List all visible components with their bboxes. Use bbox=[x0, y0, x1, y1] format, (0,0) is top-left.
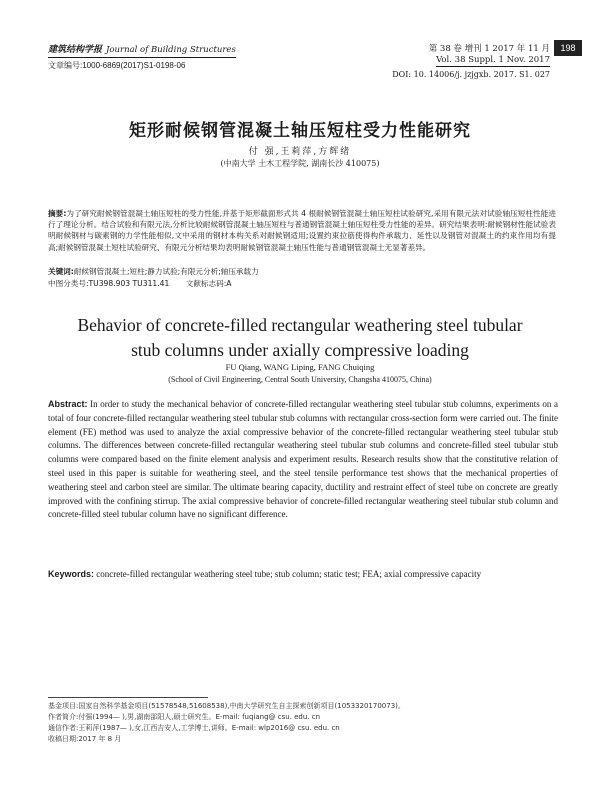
keywords-cn-label: 关键词: bbox=[48, 267, 74, 276]
article-number: 文章编号:1000-6869(2017)S1-0198-06 bbox=[48, 61, 186, 70]
footnote-corresponding: 通信作者:王莉萍(1987— ),女,江西吉安人,工学博士,讲师。E-mail: wlp2016@ csu. edu. cn bbox=[48, 724, 340, 732]
keywords-cn-text: 耐候钢管混凝土;短柱;静力试验;有限元分析;轴压承载力 bbox=[73, 267, 259, 276]
abstract-cn-text: 为了研究耐候钢管混凝土轴压短柱的受力性能,并基于矩形截面形式共 4 根耐候钢管混凝土轴压短柱试验研究,采用有限元法对试验轴压短柱性能进行了理论分析。结合试验和有限元法,分析比较耐候钢管混凝土轴压短柱与普通钢管混凝土轴压短柱受力性能的差异。研究结果表明:耐候钢材性能试验表明耐候钢材与碳素钢的力学性能相似,文中采用的钢材本构关系对耐候钢适用;设置约束拉筋使得构件承载力、延性以及钢管对混凝土的约束作用均有提高;耐候钢管混凝土短柱试验研究、有限元分析结果均表明耐候钢管混凝土轴压性能与普通钢管混凝土无显著差异。 bbox=[48, 209, 556, 252]
title-en bbox=[0, 313, 600, 363]
footnote-divider bbox=[48, 697, 208, 698]
keywords-en-text: concrete-filled rectangular weathering steel tube; stub column; static test; FEA; axial compressive capacity bbox=[96, 569, 482, 579]
journal-header-left bbox=[48, 44, 236, 71]
keywords-cn bbox=[48, 266, 556, 277]
volume-info-cn: 第 38 卷 增刊 1 2017 年 11 月 bbox=[428, 44, 550, 54]
authors-cn: 付 强,王莉萍,方辉绪 bbox=[248, 147, 352, 157]
authors-en: FU Qiang, WANG Liping, FANG Chuiqing bbox=[225, 362, 375, 372]
abstract-cn bbox=[48, 208, 556, 253]
abstract-cn-label: 摘要: bbox=[48, 209, 67, 218]
volume-info-en: Vol. 38 Suppl. 1 Nov. 2017 bbox=[436, 55, 550, 65]
footnote-funding: 基金项目:国家自然科学基金项目(51578548,51608538),中南大学研究生自主探索创新项目(1053320170073)。 bbox=[48, 702, 405, 710]
clc-number: 中图分类号:TU398.903 TU311.41 bbox=[48, 279, 170, 288]
footnotes bbox=[48, 701, 558, 745]
title-en-line2: stub columns under axially compressive loading bbox=[131, 340, 469, 360]
journal-name-cn: 建筑结构学报 bbox=[48, 44, 103, 54]
keywords-en-label: Keywords: bbox=[48, 569, 95, 579]
affiliation-en: (School of Civil Engineering, Central South University, Changsha 410075, China) bbox=[168, 375, 432, 384]
abstract-en bbox=[48, 398, 558, 522]
page-number: 198 bbox=[554, 40, 582, 56]
footnote-author: 作者简介:付强(1994— ),男,湖南邵阳人,硕士研究生。E-mail: fuqiang@ csu. edu. cn bbox=[48, 713, 321, 721]
classification-cn bbox=[48, 278, 245, 289]
abstract-en-text: In order to study the mechanical behavior of concrete-filled rectangular weathering steel tubular stub columns, experiments on a total of four concrete-filled rectangular weathering steel tubular stub columns with rectangular cross-section form were carried out. The finite element (FE) method was used to analyze the axial compressive behavior of the concrete-filled rectangular weathering steel tubular stub columns. The differences between concrete-filled rectangular weathering steel tubular stub columns and concrete-filled steel tubular stub columns were compared based on the finite element analysis and experiment results. Research results show that the constitutive relation of steel used in this paper is suitable for weathering steel, and the steel tensile performance test shows that the mechanical properties of weathering steel and carbon steel are similar. The ultimate bearing capacity, ductility and restraint effect of steel tube on concrete are greatly improved with the confining stirrup. The axial compressive behavior of concrete-filled rectangular weathering steel tubular stub column and concrete-filled steel tubular column have no significant difference. bbox=[48, 399, 558, 520]
journal-header-right bbox=[360, 44, 550, 80]
keywords-en bbox=[48, 568, 558, 582]
doc-code: 文献标志码:A bbox=[185, 279, 232, 288]
abstract-en-label: Abstract: bbox=[48, 399, 88, 409]
title-en-line1: Behavior of concrete-filled rectangular weathering steel tubular bbox=[77, 315, 523, 335]
affiliation-cn: (中南大学 土木工程学院, 湖南长沙 410075) bbox=[220, 159, 380, 168]
journal-name-en: Journal of Building Structures bbox=[106, 45, 236, 55]
doi: DOI: 10. 14006/j. jzjgxb. 2017. S1. 027 bbox=[392, 70, 550, 79]
title-cn: 矩形耐候钢管混凝土轴压短柱受力性能研究 bbox=[129, 121, 471, 141]
footnote-received: 收稿日期:2017 年 8 月 bbox=[48, 735, 122, 743]
